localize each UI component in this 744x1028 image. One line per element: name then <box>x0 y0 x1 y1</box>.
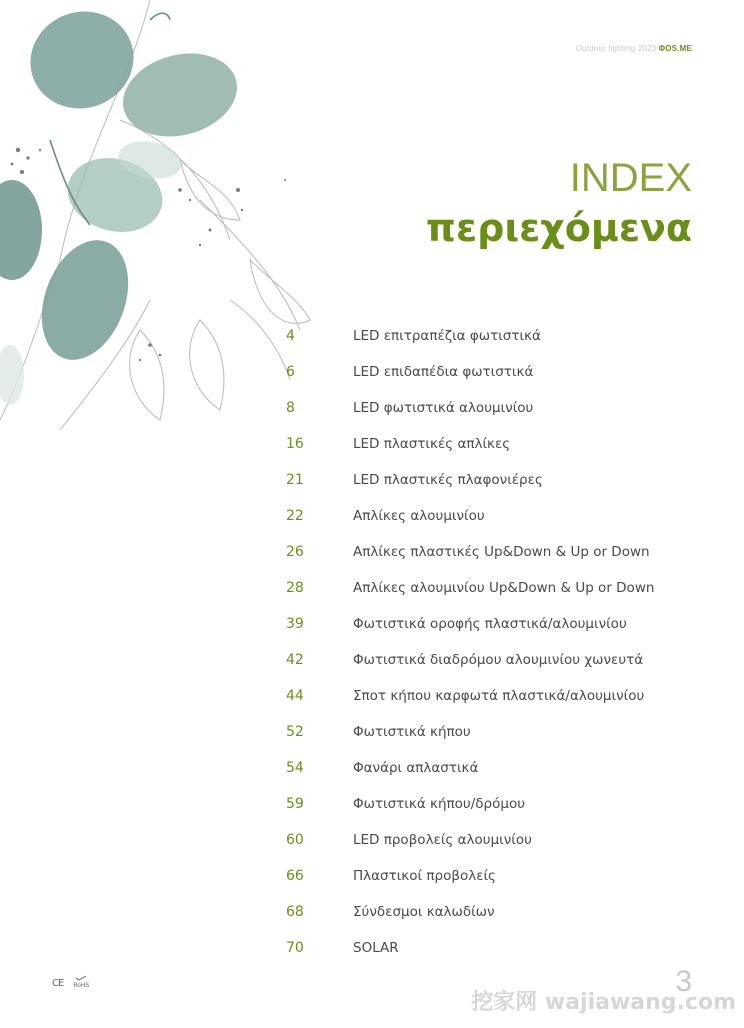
toc-row <box>0 354 744 390</box>
certification-marks <box>52 975 89 989</box>
toc-section-label: LED επιτραπέζια φωτιστικά <box>353 328 541 344</box>
toc-row <box>0 426 744 462</box>
toc-page-number: 39 <box>286 616 304 632</box>
toc-section-label: Απλίκες αλουμινίου Up&Down & Up or Down <box>353 580 655 596</box>
check-icon <box>75 975 87 981</box>
toc-page-number: 4 <box>286 328 295 344</box>
toc-section-label: Απλίκες αλουμινίου <box>353 508 485 524</box>
toc-section-label: Φωτιστικά κήπου <box>353 724 471 740</box>
toc-page-number: 54 <box>286 760 304 776</box>
toc-section-label: Φωτιστικά κήπου/δρόμου <box>353 796 526 812</box>
index-title-greek: περιεχόμενα <box>425 206 692 250</box>
toc-section-label: Σύνδεσμοι καλωδίων <box>353 904 495 920</box>
header-brand <box>576 44 692 53</box>
rohs-mark <box>73 975 89 989</box>
index-title: INDEX <box>569 156 692 200</box>
toc-page-number: 22 <box>286 508 304 524</box>
toc-row <box>0 462 744 498</box>
brand-logo: ΦOS.ME <box>658 44 692 53</box>
toc-page-number: 26 <box>286 544 304 560</box>
toc-row <box>0 678 744 714</box>
toc-page-number: 70 <box>286 940 304 956</box>
toc-section-label: Φανάρι απλαστικά <box>353 760 479 776</box>
toc-page-number: 66 <box>286 868 304 884</box>
toc-page-number: 60 <box>286 832 304 848</box>
toc-section-label: LED πλαστικές πλαφονιέρες <box>353 472 543 488</box>
toc-page-number: 44 <box>286 688 304 704</box>
toc-row <box>0 318 744 354</box>
toc-row <box>0 534 744 570</box>
watermark: 挖家网 wajiawang.com <box>471 990 736 1015</box>
toc-page-number: 52 <box>286 724 304 740</box>
toc-section-label: Σποτ κήπου καρφωτά πλαστικά/αλουμινίου <box>353 688 645 704</box>
toc-page-number: 16 <box>286 436 304 452</box>
toc-section-label: SOLAR <box>353 940 399 956</box>
toc-row <box>0 894 744 930</box>
toc-page-number: 28 <box>286 580 304 596</box>
toc-section-label: Φωτιστικά οροφής πλαστικά/αλουμινίου <box>353 616 627 632</box>
toc-page-number: 8 <box>286 400 295 416</box>
toc-section-label: LED προβολείς αλουμινίου <box>353 832 532 848</box>
ce-mark: CE <box>52 978 64 989</box>
toc-page-number: 59 <box>286 796 304 812</box>
toc-section-label: Πλαστικοί προβολείς <box>353 868 496 884</box>
toc-row <box>0 930 744 966</box>
toc-section-label: Φωτιστικά διαδρόμου αλουμινίου χωνευτά <box>353 652 644 668</box>
toc-section-label: LED φωτιστικά αλουμινίου <box>353 400 534 416</box>
toc-row <box>0 390 744 426</box>
toc-section-label: LED επιδαπέδια φωτιστικά <box>353 364 534 380</box>
toc-row <box>0 714 744 750</box>
toc-row <box>0 570 744 606</box>
toc-page-number: 68 <box>286 904 304 920</box>
toc-section-label: Απλίκες πλαστικές Up&Down & Up or Down <box>353 544 650 560</box>
toc-page-number: 6 <box>286 364 295 380</box>
toc-row <box>0 606 744 642</box>
toc-row <box>0 498 744 534</box>
toc-row <box>0 786 744 822</box>
toc-row <box>0 822 744 858</box>
page-number: 3 <box>675 965 692 998</box>
toc-page-number: 42 <box>286 652 304 668</box>
toc-row <box>0 750 744 786</box>
toc-section-label: LED πλαστικές απλίκες <box>353 436 511 452</box>
rohs-label: RoHS <box>73 982 90 989</box>
toc-row <box>0 858 744 894</box>
toc-row <box>0 642 744 678</box>
header-caption: Outdoor lighting 2023 <box>575 44 657 53</box>
toc-page-number: 21 <box>286 472 304 488</box>
